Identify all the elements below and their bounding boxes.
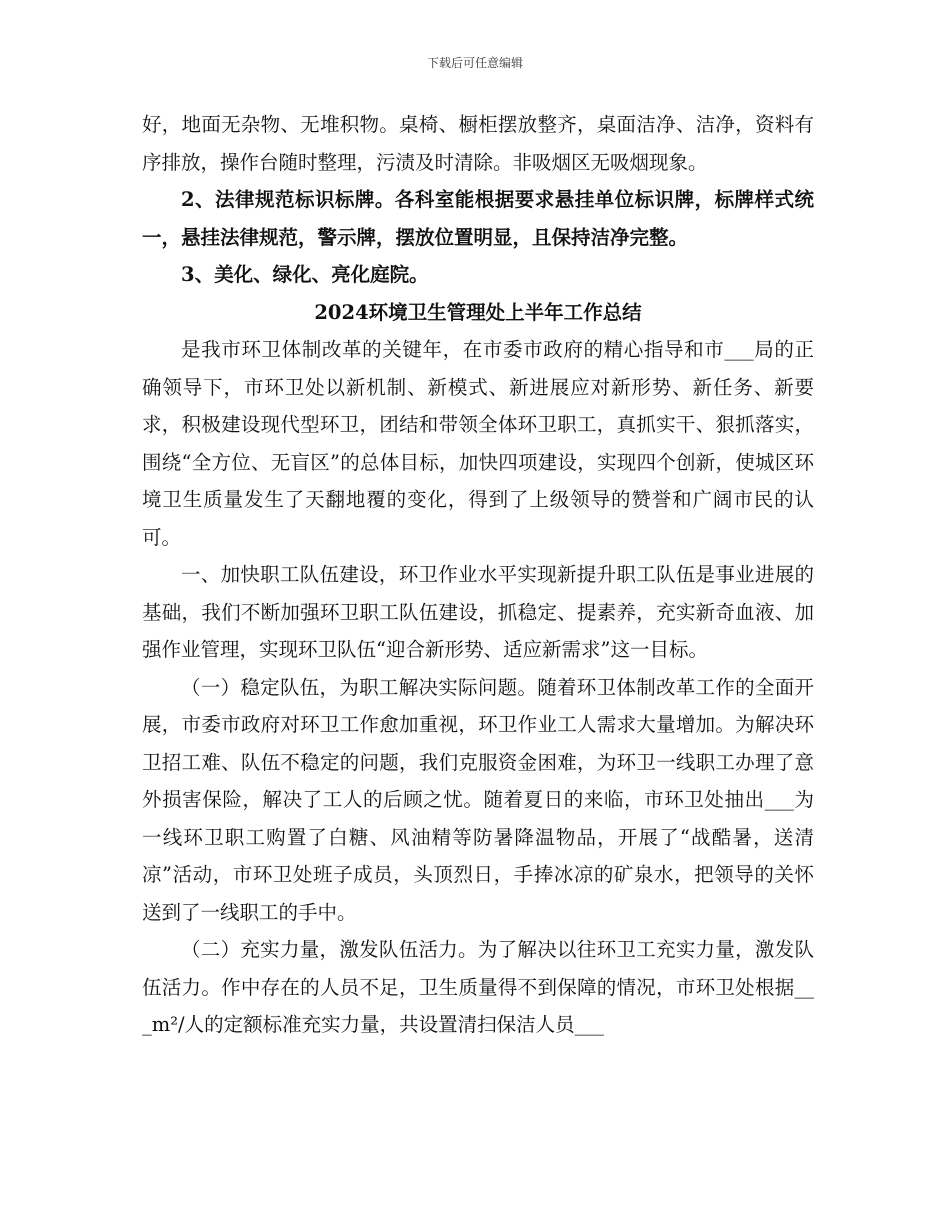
document-title: 2024环境卫生管理处上半年工作总结 (314, 300, 642, 324)
page-header: 下载后可任意编辑 (426, 56, 523, 70)
paragraph-subsection-1: （一）稳定队伍，为职工解决实际问题。随着环卫体制改革工作的全面开展，市委市政府对环卫工作愈加重视，环卫作业工人需求大量增加。为解决环卫招工难、队伍不稳定的问题，我们克服资金困难，为环卫一线职工办理了意外损害保险，解决了工人的后顾之忧。随着夏日的来临，市环卫处抽出___为一线环卫职工购置了白糖、风油精等防暑降温物品，开展了“战酷暑，送清凉”活动，市环卫处班子成员，头顶烈日，手捧冰凉的矿泉水，把领导的关怀送到了一线职工的手中。 (142, 675, 814, 924)
document-body (142, 106, 814, 1044)
paragraph-subsection-2: （二）充实力量，激发队伍活力。为了解决以往环卫工充实力量，激发队伍活力。作中存在的人员不足，卫生质量得不到保障的情况，市环卫处根据___m²/人的定额标准充实力量，共设置清扫保洁人员___ (142, 938, 814, 1036)
paragraph-item-3: 3、美化、绿化、亮化庭院。 (181, 263, 429, 286)
paragraph-intro: 是我市环卫体制改革的关键年，在市委市政府的精心指导和市___局的正确领导下，市环卫处以新机制、新模式、新进展应对新形势、新任务、新要求，积极建设现代型环卫，团结和带领全体环卫职工，真抓实干、狠抓落实，围绕“全方位、无盲区”的总体目标，加快四项建设，实现四个创新，使城区环境卫生质量发生了天翻地覆的变化，得到了上级领导的赞誉和广阔市民的认可。 (142, 338, 814, 549)
paragraph-item-2: 2、法律规范标识标牌。各科室能根据要求悬挂单位标识牌，标牌样式统一，悬挂法律规范，警示牌，摆放位置明显，且保持洁净完整。 (142, 188, 814, 249)
paragraph-continuation: 好，地面无杂物、无堆积物。桌椅、橱柜摆放整齐，桌面洁净、洁净，资料有序排放，操作台随时整理，污渍及时清除。非吸烟区无吸烟现象。 (142, 113, 814, 174)
paragraph-section-1: 一、加快职工队伍建设，环卫作业水平实现新提升职工队伍是事业进展的基础，我们不断加强环卫职工队伍建设，抓稳定、提素养，充实新奇血液、加强作业管理，实现环卫队伍“迎合新形势、适应新需求”这一目标。 (142, 563, 814, 661)
